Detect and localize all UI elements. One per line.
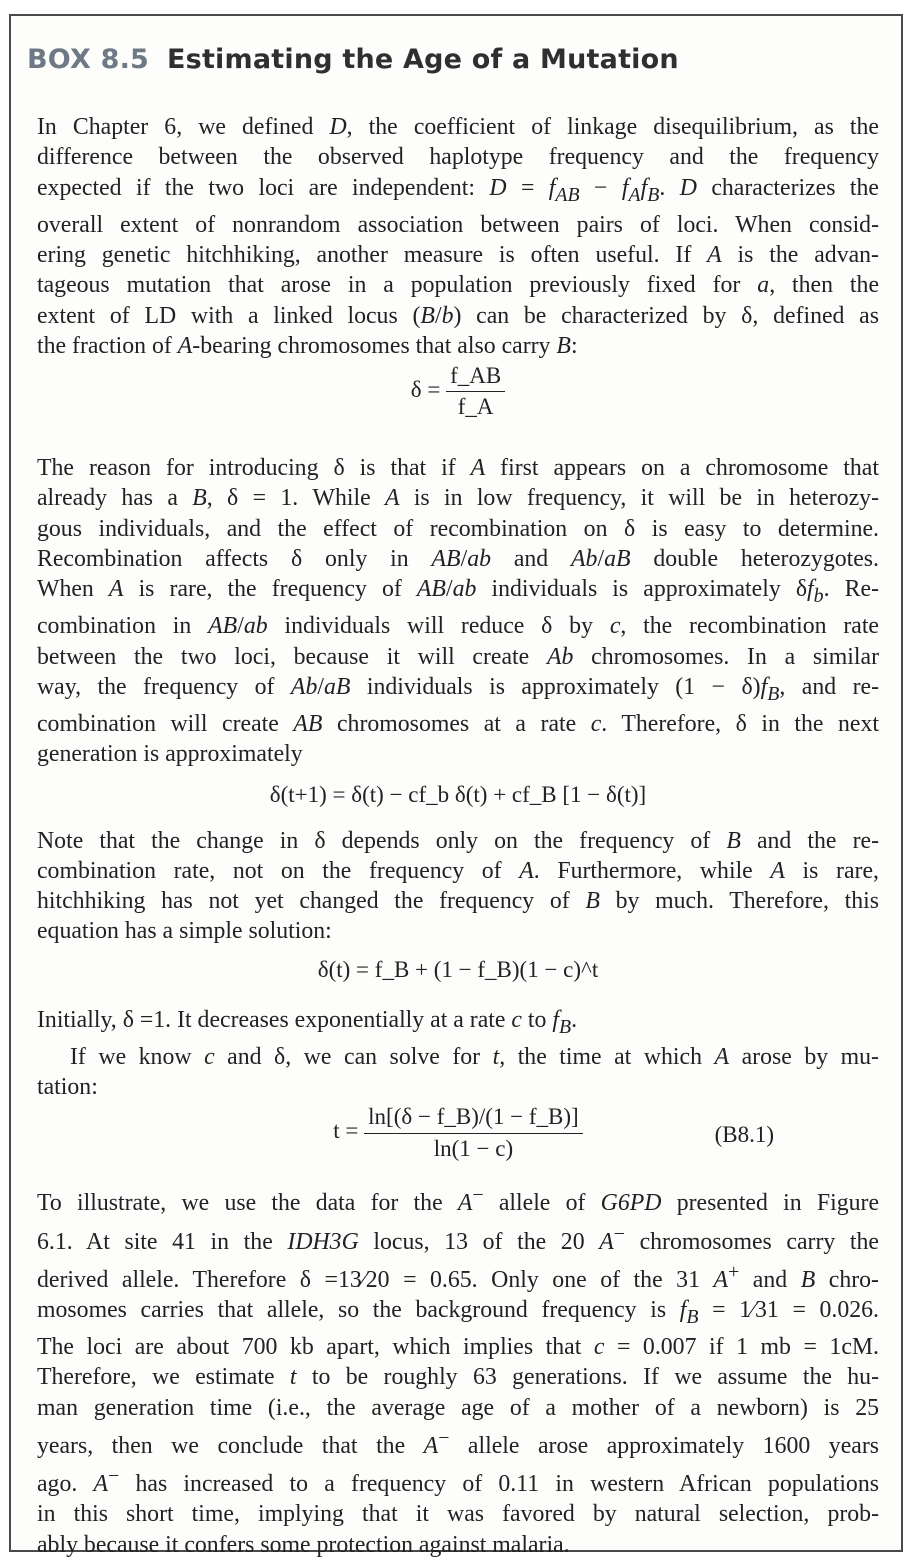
age-denominator: ln(1 − c) — [433, 1135, 514, 1161]
box-body — [37, 112, 879, 1560]
paragraph-illustration: To illustrate, we use the data for the A− allele of G6PD presented in Figure 6.1. At site 41 in the IDH3G locus, 13 of the 20 A− chromosomes carry the derived allele. Therefore δ =13⁄20 = 0.65. Only one of the 31 A+ and B chro- mosomes carries that allele, so the background frequency is $f_B$ = 1⁄31 = 0.026. The loci are about 700 kb apart, which implies that c = 0.007 if 1 mb = 1cM. Therefore, we estimate t to be roughly 63 generations. If we assume the hu- man generation time (i.e., the average age of a mother of a newborn) is 25 years, then we conclude that the A− allele arose approximately 1600 years ago. A− has increased to a frequency of 0.11 in western African populations in this short time, implying that it was favored by natural selection, prob- ably because it confers some protection against malaria. — [37, 1184, 880, 1558]
equation-delta-definition — [37, 361, 879, 453]
paragraph-intro: In Chapter 6, we defined D, the coefficient of linkage disequilibrium, as the difference between the observed haplotype frequency and the frequency expected if the two loci are independent: $D = f_{AB} - f_Af_B$. D characterizes the overall extent of nonrandom association between pairs of loci. When consid- ering genetic hitchhiking, another measure is often useful. If A is the advan- tageous mutation that arose in a population previously fixed for a, then the extent of LD with a linked locus (B/b) can be characterized by δ, defined as the fraction of A-bearing chromosomes that also carry B: — [37, 114, 880, 359]
box-number: BOX 8.5 — [27, 44, 150, 75]
age-lhs: t = — [333, 1118, 359, 1144]
paragraph-recombination: The reason for introducing δ is that if A first appears on a chromosome that already has a B, δ = 1. While A is in low frequency, it will be in heterozy- gous individuals, and the effect of recombination on δ is easy to determine. Recombination affects δ only in AB/ab and Ab/aB double heterozygotes. When A is rare, the frequency of AB/ab individuals is approximately $\delta f_b$. Re- combination in AB/ab individuals will reduce δ by c, the recombination rate between the two loci, because it will create Ab chromosomes. In a similar way, the frequency of Ab/aB individuals is approximately $(1 - \delta)f_B$, and re- combination will create AB chromosomes at a rate c. Therefore, δ in the next generation is approximately — [37, 455, 880, 768]
delta-def-fraction — [446, 361, 505, 423]
paragraph-change: Note that the change in δ depends only on the frequency of B and the re- combination rate, not on the frequency of A. Furthermore, while A is rare, hitchhiking has not yet changed the frequency of B by much. Therefore, this equation has a simple solution: — [37, 827, 880, 945]
equation-solution: δ(t) = f_B + (1 − f_B)(1 − c)^t — [317, 956, 599, 982]
delta-def-lhs: δ = — [410, 377, 441, 403]
equation-recursion: δ(t+1) = δ(t) − cf_b δ(t) + cf_B [1 − δ(t)] — [269, 781, 647, 807]
equation-age — [37, 1102, 879, 1180]
paragraph-solve: If we know c and δ, we can solve for t, the time at which A arose by mu- tation: — [37, 1043, 879, 1101]
paragraph-initially: Initially, δ =1. It decreases exponentially at a rate c to $f_B$. — [37, 1006, 578, 1038]
delta-def-numerator: f_AB — [446, 361, 505, 392]
equation-number: (B8.1) — [714, 1122, 774, 1148]
box-title-text: Estimating the Age of a Mutation — [167, 44, 679, 75]
box-title — [27, 44, 679, 75]
delta-def-denominator: f_A — [457, 394, 494, 420]
age-numerator: ln[(δ − f_B)/(1 − f_B)] — [364, 1102, 583, 1133]
age-fraction — [364, 1102, 583, 1164]
